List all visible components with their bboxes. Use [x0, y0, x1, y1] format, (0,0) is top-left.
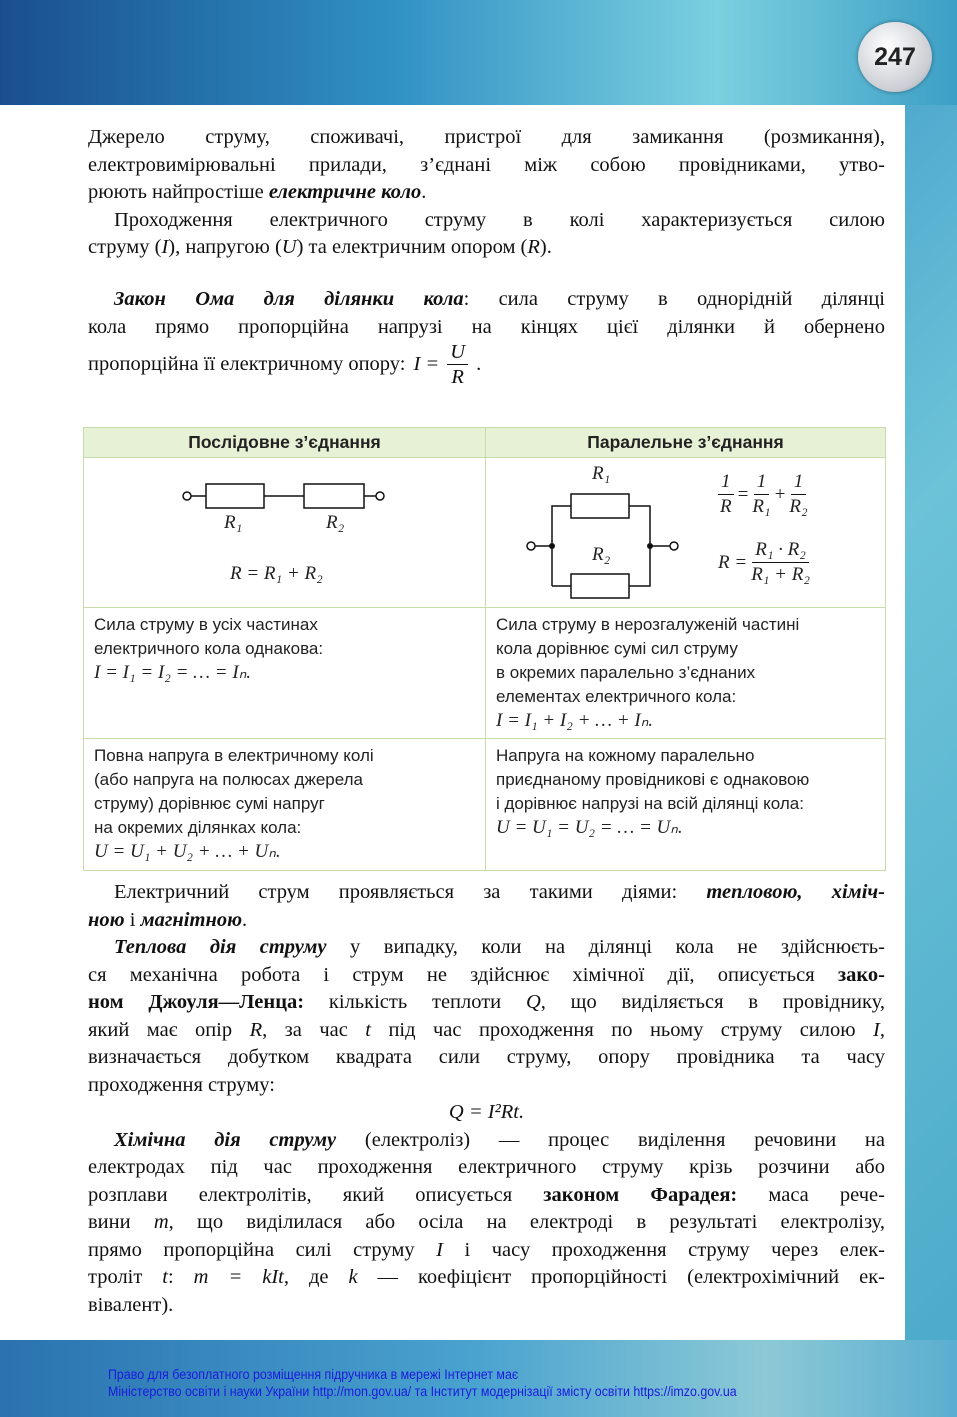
intro-text: [88, 124, 885, 262]
text-segment: ), напругою (: [168, 236, 282, 258]
text-segment: визначається добутком квадрата сили струму, опору провідника та часу: [88, 1046, 885, 1068]
text-segment: ) та електричним опором (: [296, 236, 528, 258]
text-segment: троліт: [88, 1266, 163, 1288]
text-segment: рюють найпростіше: [88, 181, 269, 203]
text-segment: t: [162, 1266, 168, 1288]
numerator: U: [447, 340, 468, 365]
equals: =: [736, 483, 750, 505]
text-segment: електродах під час проходження електричного струму крізь розчини або: [88, 1156, 885, 1178]
text-line: [88, 1072, 885, 1100]
cell-text-line: Сила струму в усіх частинах: [94, 615, 318, 634]
text-line: [88, 934, 885, 962]
numerator: 1: [718, 470, 734, 495]
text-line: [88, 1292, 885, 1320]
parallel-current-formula: I = I₁ + I₂ + … + Iₙ.: [496, 710, 654, 731]
connection-table: [83, 427, 886, 871]
ohm-law-text-end: пропорційна її електричному опору:: [88, 353, 406, 375]
header-series: Послідовне з’єднання: [84, 428, 486, 458]
text-segment: зако-: [837, 963, 885, 986]
text-segment: : сила струму в однорідній ділянці: [463, 288, 885, 310]
text-segment: кількість теплоти: [304, 991, 526, 1013]
text-segment: струму (: [88, 236, 162, 258]
series-resistance-formula: R = R₁ + R₂: [230, 563, 323, 584]
reciprocal-formula: [718, 470, 808, 519]
text-segment: Закон Ома для ділянки кола: [114, 288, 464, 310]
text-line: [88, 907, 885, 935]
text-segment: Електричний струм проявляється за такими діями:: [114, 881, 707, 903]
text-segment: — коефіцієнт пропорційності (електрохімічний ек-: [357, 1266, 885, 1288]
denominator: R: [719, 496, 732, 517]
text-segment: вини: [88, 1211, 154, 1233]
cell-text-line: Повна напруга в електричному колі: [94, 746, 374, 765]
cell-text-line: Сила струму в нерозгалуженій частині: [496, 615, 800, 634]
cell-text-line: приєднаному провідникові є однаковою: [496, 770, 810, 789]
ohm-fraction: [447, 340, 468, 389]
text-line: [88, 234, 885, 262]
series-voltage-cell: [84, 739, 486, 871]
text-segment: Q = I²Rt.: [448, 1101, 525, 1123]
text-line: [88, 1017, 885, 1045]
footer-line-2: Міністерство освіти і науки України http://mon.gov.ua/ та Інститут модернізації змісту освіти https://imzo.gov.ua: [108, 1384, 737, 1399]
parallel-current-cell: [486, 608, 886, 739]
text-segment: I: [161, 236, 169, 258]
text-segment: ся механічна робота і струм не здійснює хімічної дії, описується: [88, 963, 838, 986]
text-line: [88, 879, 885, 907]
numerator: R₁ · R₂: [752, 538, 809, 563]
text-line: [88, 124, 885, 152]
text-segment: електричне коло: [268, 181, 422, 203]
text-segment: ,: [879, 1018, 885, 1041]
text-segment: магнітною: [140, 908, 243, 931]
numerator: 1: [791, 470, 807, 495]
text-segment: маса рече-: [737, 1183, 885, 1206]
text-segment: , де: [283, 1266, 349, 1288]
text-segment: (електроліз) — процес виділення речовини на: [336, 1128, 885, 1151]
parallel-resistance-formula: [718, 538, 810, 587]
series-current-formula: I = I₁ = I₂ = … = Iₙ.: [94, 662, 252, 683]
text-segment: Теплова дія струму: [114, 936, 327, 958]
text-segment: і: [124, 908, 141, 931]
ohm-law-text: [88, 286, 885, 341]
text-line: [88, 1154, 885, 1182]
text-segment: I: [873, 1018, 880, 1041]
text-line: [88, 207, 885, 235]
text-segment: законом Фарадея:: [543, 1183, 738, 1206]
text-line: [88, 1264, 885, 1292]
text-segment: .: [421, 181, 427, 203]
text-segment: R: [249, 1018, 263, 1041]
text-line: [88, 1237, 885, 1265]
text-segment: кола прямо пропорційна напрузі на кінцях цієї ділянки й обернено: [88, 315, 885, 338]
header-background: [0, 0, 957, 105]
denominator: R: [451, 366, 464, 388]
text-line: [88, 1182, 885, 1210]
text-segment: :: [168, 1266, 194, 1288]
period: .: [476, 353, 482, 375]
text-segment: m = kIt: [193, 1266, 284, 1288]
denominator: R₁ + R₂: [751, 564, 810, 585]
label-r2: R₂: [592, 544, 611, 565]
text-line: [88, 179, 885, 207]
text-segment: вівалент).: [88, 1293, 174, 1316]
text-segment: .: [242, 908, 248, 931]
text-segment: електровимірювальні прилади, з’єднані між собою провідниками, утво-: [88, 153, 885, 176]
text-segment: розплави електролітів, який описується: [88, 1183, 544, 1206]
text-segment: прямо пропорційна силі струму: [88, 1238, 437, 1261]
text-segment: , за час: [262, 1018, 366, 1041]
text-segment: I: [436, 1238, 443, 1261]
text-segment: у випадку, коли на ділянці кола не здійснюєть-: [326, 936, 885, 958]
formula-lhs: R =: [718, 551, 748, 573]
header-parallel: Паралельне з’єднання: [486, 428, 886, 458]
cell-text-line: і дорівнює напрузі на всій ділянці кола:: [496, 794, 804, 813]
text-segment: U: [281, 236, 297, 258]
cell-text-line: електричного кола однакова:: [94, 639, 324, 658]
text-segment: Проходження електричного струму в колі характеризується силою: [114, 208, 885, 231]
cell-text-line: на окремих ділянках кола:: [94, 818, 302, 837]
footer-line-1: Право для безоплатного розміщення підручника в мережі Інтернет має: [108, 1367, 519, 1382]
label-r2: R₂: [326, 512, 345, 533]
copyright-notice: [108, 1366, 737, 1400]
text-segment: проходження струму:: [88, 1073, 275, 1096]
text-segment: m: [153, 1211, 169, 1233]
cell-text-line: Напруга на кожному паралельно: [496, 746, 755, 765]
text-line: [88, 152, 885, 180]
body-text: [88, 879, 885, 1319]
label-r1: R₁: [592, 463, 611, 484]
text-segment: t: [365, 1018, 371, 1041]
numerator: 1: [754, 470, 770, 495]
cell-text-line: (або напруга на полюсах джерела: [94, 770, 364, 789]
text-line: [88, 1099, 885, 1127]
text-segment: , що виділилася або осіла на електроді в результаті електролізу,: [168, 1211, 885, 1233]
text-segment: який має опір: [88, 1018, 250, 1041]
plus: +: [773, 483, 787, 505]
cell-text-line: струму) дорівнює сумі напруг: [94, 794, 325, 813]
text-line: [88, 1044, 885, 1072]
text-line: [88, 1127, 885, 1155]
text-segment: тепловою, хіміч-: [706, 881, 885, 903]
series-diagram-cell: [84, 458, 486, 608]
text-segment: ною: [88, 908, 125, 931]
ohm-law-formula-line: [88, 340, 481, 389]
text-line: [88, 962, 885, 990]
text-segment: Джерело струму, споживачі, пристрої для замикання (розмикання),: [88, 126, 885, 148]
denominator: R₂: [789, 496, 808, 517]
text-segment: R: [527, 236, 540, 258]
denominator: R₁: [752, 496, 771, 517]
text-segment: k: [348, 1266, 358, 1288]
series-current-cell: [84, 608, 486, 739]
text-segment: ном Джоуля—Ленца:: [88, 991, 305, 1013]
text-segment: ).: [539, 236, 552, 258]
label-r1: R₁: [224, 512, 243, 533]
text-line: [88, 1209, 885, 1237]
text-segment: Q: [525, 991, 541, 1013]
parallel-diagram-cell: [486, 458, 886, 608]
text-segment: і часу проходження струму через елек-: [442, 1238, 885, 1261]
text-segment: Хімічна дія струму: [114, 1128, 337, 1151]
cell-text-line: елементах електричного кола:: [496, 687, 737, 706]
text-line: [88, 989, 885, 1017]
text-line: [88, 314, 885, 342]
cell-text-line: в окремих паралельно з’єднаних: [496, 663, 756, 682]
page-number: 247: [858, 22, 932, 92]
parallel-voltage-formula: U = U₁ = U₂ = … = Uₙ.: [496, 817, 683, 838]
text-segment: , що виділяється в провіднику,: [540, 991, 886, 1013]
text-segment: під час проходження по ньому струму силою: [371, 1018, 874, 1041]
series-voltage-formula: U = U₁ + U₂ + … + Uₙ.: [94, 841, 281, 862]
formula-lhs: I =: [413, 353, 440, 375]
parallel-voltage-cell: [486, 739, 886, 871]
text-line: [88, 286, 885, 314]
cell-text-line: кола дорівнює сумі сил струму: [496, 639, 738, 658]
